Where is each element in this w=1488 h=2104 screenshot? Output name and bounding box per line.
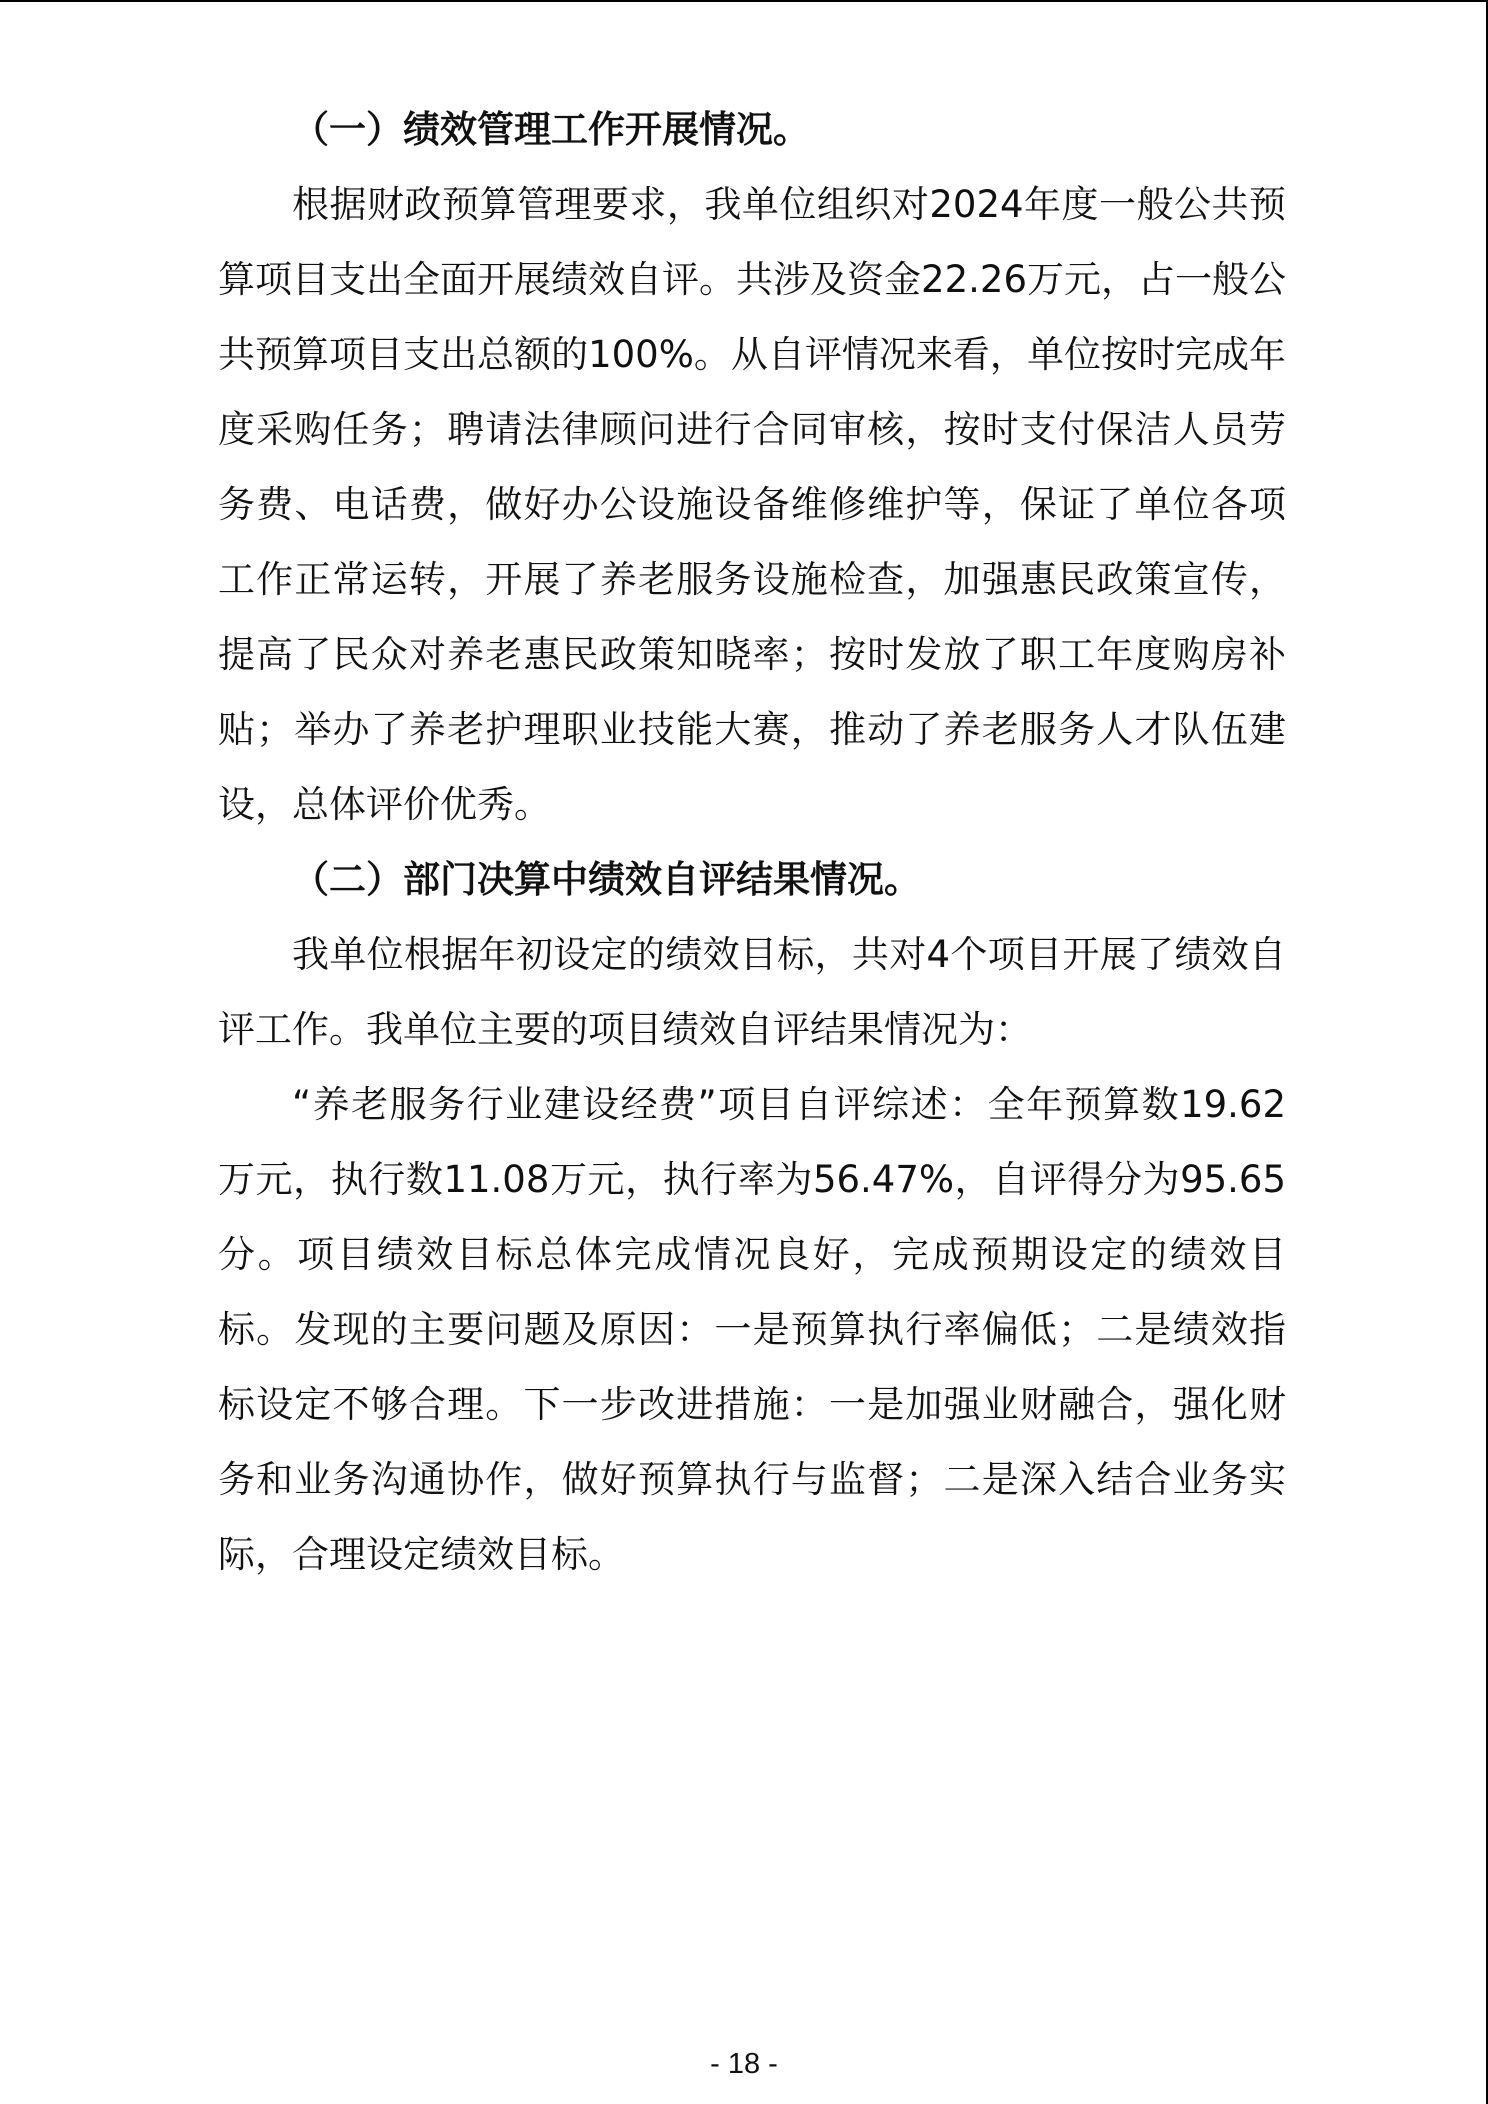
- paragraph-elderly-service-project-review: “养老服务行业建设经费”项目自评综述：全年预算数19.62万元，执行数11.08万元，执行率为56.47%，自评得分为95.65分。项目绩效目标总体完成情况良好，完成预期设定的绩效目标。发现的主要问题及原因：一是预算执行率偏低；二是绩效指标设定不够合理。下一步改进措施：一是加强业财融合，强化财务和业务沟通协作，做好预算执行与监督；二是深入结合业务实际，合理设定绩效目标。: [218, 1083, 1286, 1576]
- paragraph-performance-management-overview: 根据财政预算管理要求，我单位组织对2024年度一般公共预算项目支出全面开展绩效自评。共涉及资金22.26万元，占一般公共预算项目支出总额的100%。从自评情况来看，单位按时完成年度采购任务；聘请法律顾问进行合同审核，按时支付保洁人员劳务费、电话费，做好办公设施设备维修维护等，保证了单位各项工作正常运转，开展了养老服务设施检查，加强惠民政策宣传，提高了民众对养老惠民政策知晓率；按时发放了职工年度购房补贴；举办了养老护理职业技能大赛，推动了养老服务人才队伍建设，总体评价优秀。: [218, 183, 1286, 826]
- page-number: - 18 -: [710, 2048, 778, 2080]
- section-heading-performance-management: （一）绩效管理工作开展情况。: [292, 108, 810, 151]
- page-border-top: [0, 0, 1488, 2]
- section-heading-self-evaluation-results: （二）部门决算中绩效自评结果情况。: [292, 858, 921, 901]
- document-body: [218, 92, 1286, 1592]
- paragraph-self-evaluation-intro: 我单位根据年初设定的绩效目标，共对4个项目开展了绩效自评工作。我单位主要的项目绩效自评结果情况为：: [218, 933, 1286, 1051]
